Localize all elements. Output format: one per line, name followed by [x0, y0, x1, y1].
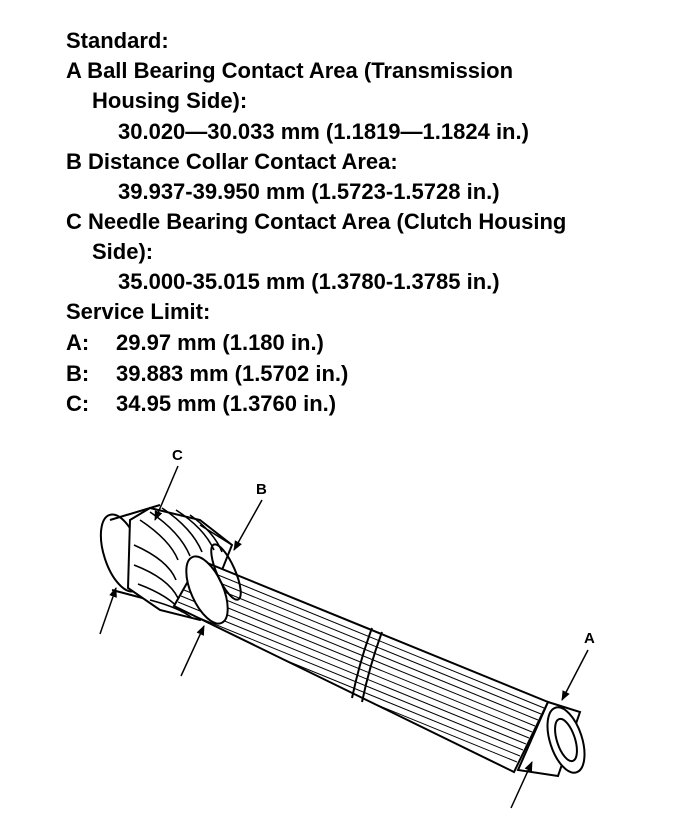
callout-a: A	[584, 630, 595, 647]
limit-a-label: A:	[66, 330, 90, 355]
splined-shaft	[169, 541, 548, 772]
limit-c-value: 34.95 mm (1.3760 in.)	[116, 391, 337, 416]
standard-a-value: 30.020—30.033 mm (1.1819—1.1824 in.)	[118, 119, 529, 144]
mainshaft-drawing	[0, 430, 688, 822]
standard-a-label: A Ball Bearing Contact Area (Transmission	[66, 58, 514, 83]
limit-c-label: C:	[66, 391, 90, 416]
standard-c-value: 35.000-35.015 mm (1.3780-1.3785 in.)	[118, 269, 500, 294]
callout-b: B	[256, 481, 267, 498]
standard-c-label-cont: Side):	[92, 239, 154, 264]
limit-b-value: 39.883 mm (1.5702 in.)	[116, 361, 349, 386]
service-limit-heading: Service Limit:	[66, 299, 211, 324]
standard-a-label-cont: Housing Side):	[92, 88, 248, 113]
standard-heading: Standard:	[66, 28, 169, 53]
limit-a-value: 29.97 mm (1.180 in.)	[116, 330, 324, 355]
callout-c: C	[172, 447, 183, 464]
standard-b-value: 39.937-39.950 mm (1.5723-1.5728 in.)	[118, 179, 500, 204]
standard-c-label: C Needle Bearing Contact Area (Clutch Housing	[66, 209, 567, 234]
shaft-illustration	[0, 430, 688, 822]
standard-b-label: B Distance Collar Contact Area:	[66, 149, 398, 174]
limit-b-label: B:	[66, 361, 90, 386]
